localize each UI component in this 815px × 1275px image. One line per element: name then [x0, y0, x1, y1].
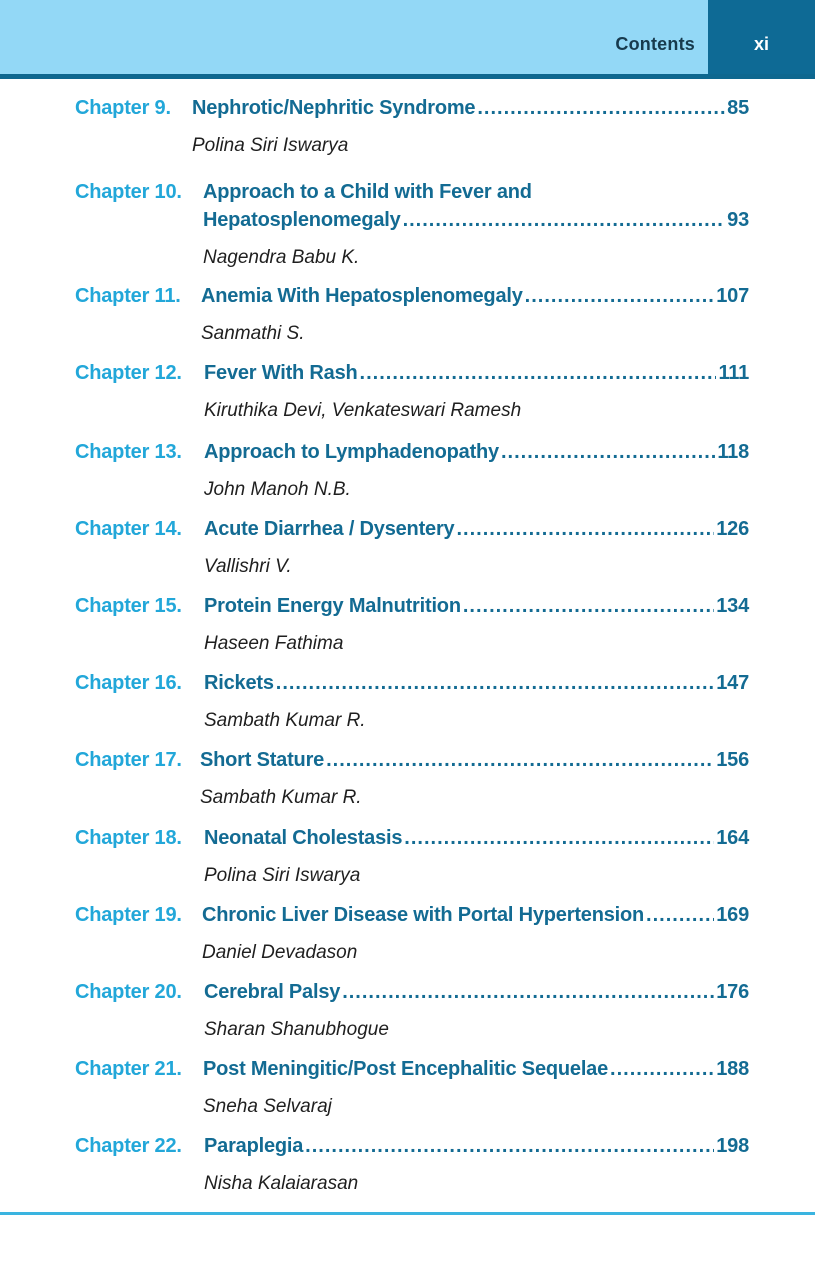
- chapter-title[interactable]: Paraplegia: [204, 1135, 304, 1157]
- chapter-title[interactable]: Chronic Liver Disease with Portal Hypertension: [202, 904, 645, 926]
- chapter-title[interactable]: Cerebral Palsy: [204, 981, 341, 1003]
- chapter-label: Chapter 16.: [75, 672, 182, 694]
- page-ref[interactable]: 93: [727, 209, 749, 231]
- toc-entry[interactable]: [75, 285, 749, 349]
- chapter-author: Sambath Kumar R.: [200, 787, 362, 808]
- toc-entry[interactable]: [75, 181, 749, 273]
- toc-line: [75, 518, 749, 546]
- leader-dots: [305, 1135, 714, 1158]
- toc-line: [75, 827, 749, 855]
- chapter-title[interactable]: Fever With Rash: [204, 362, 358, 384]
- chapter-author: Sneha Selvaraj: [203, 1096, 332, 1117]
- chapter-author: Sambath Kumar R.: [204, 710, 366, 731]
- chapter-author: Haseen Fathima: [204, 633, 344, 654]
- leader-dots: [501, 441, 715, 464]
- toc-entry[interactable]: [75, 904, 749, 968]
- toc-entry[interactable]: [75, 1058, 749, 1122]
- chapter-title[interactable]: Hepatosplenomegaly: [203, 209, 401, 231]
- page-ref[interactable]: 107: [716, 285, 749, 307]
- chapter-label: Chapter 18.: [75, 827, 182, 849]
- toc-line: [75, 595, 749, 623]
- toc-line: [75, 1058, 749, 1086]
- toc-entry[interactable]: [75, 441, 749, 505]
- chapter-author: Daniel Devadason: [202, 942, 358, 963]
- toc-entry[interactable]: [75, 1135, 749, 1199]
- toc-entry[interactable]: [75, 981, 749, 1045]
- footer-rule: [0, 1212, 815, 1215]
- chapter-author: Polina Siri Iswarya: [204, 865, 361, 886]
- chapter-label: Chapter 21.: [75, 1058, 182, 1080]
- page-ref[interactable]: 176: [716, 981, 749, 1003]
- toc-line: [75, 749, 749, 777]
- leader-dots: [646, 904, 714, 927]
- chapter-label: Chapter 15.: [75, 595, 182, 617]
- leader-dots: [276, 672, 714, 695]
- chapter-label: Chapter 11.: [75, 285, 181, 307]
- leader-dots: [477, 97, 725, 120]
- toc-line: [75, 362, 749, 390]
- chapter-title[interactable]: Short Stature: [200, 749, 325, 771]
- leader-dots: [326, 749, 714, 772]
- chapter-author: Nisha Kalaiarasan: [204, 1173, 359, 1194]
- leader-dots: [610, 1058, 714, 1081]
- page-ref[interactable]: 188: [716, 1058, 749, 1080]
- chapter-label: Chapter 13.: [75, 441, 182, 463]
- chapter-title[interactable]: Post Meningitic/Post Encephalitic Sequelae: [203, 1058, 609, 1080]
- chapter-label: Chapter 10.: [75, 181, 182, 203]
- page-ref[interactable]: 134: [716, 595, 749, 617]
- toc-line: [75, 181, 749, 209]
- toc-entry[interactable]: [75, 749, 749, 813]
- toc-line: [75, 1135, 749, 1163]
- chapter-label: Chapter 9.: [75, 97, 171, 119]
- page-ref[interactable]: 111: [718, 362, 749, 384]
- toc-entry[interactable]: [75, 518, 749, 582]
- page-ref[interactable]: 126: [716, 518, 749, 540]
- toc-entry[interactable]: [75, 595, 749, 659]
- toc-entry[interactable]: [75, 672, 749, 736]
- chapter-label: Chapter 20.: [75, 981, 182, 1003]
- chapter-label: Chapter 17.: [75, 749, 182, 771]
- page-ref[interactable]: 169: [716, 904, 749, 926]
- chapter-author: John Manoh N.B.: [204, 479, 351, 500]
- chapter-author: Vallishri V.: [204, 556, 292, 577]
- page-number: xi: [753, 34, 769, 54]
- leader-dots: [360, 362, 717, 385]
- page-ref[interactable]: 198: [716, 1135, 749, 1157]
- toc-entry[interactable]: [75, 362, 749, 426]
- chapter-title[interactable]: Protein Energy Malnutrition: [204, 595, 461, 617]
- leader-dots: [403, 209, 726, 232]
- chapter-label: Chapter 14.: [75, 518, 182, 540]
- chapter-author: Sharan Shanubhogue: [204, 1019, 389, 1040]
- chapter-label: Chapter 12.: [75, 362, 182, 384]
- chapter-label: Chapter 22.: [75, 1135, 182, 1157]
- toc-line: [75, 441, 749, 469]
- toc-entry[interactable]: [75, 827, 749, 891]
- toc-line: [75, 981, 749, 1009]
- chapter-title-line1[interactable]: Approach to a Child with Fever and: [203, 181, 532, 203]
- leader-dots: [404, 827, 714, 850]
- page-ref[interactable]: 164: [716, 827, 749, 849]
- running-header-title: Contents: [615, 34, 695, 54]
- chapter-author: Polina Siri Iswarya: [192, 135, 349, 156]
- chapter-title[interactable]: Acute Diarrhea / Dysentery: [204, 518, 455, 540]
- leader-dots: [463, 595, 714, 618]
- toc-line: [75, 209, 749, 237]
- page-number-box: [708, 0, 815, 77]
- toc-line: [75, 97, 749, 125]
- chapter-author: Sanmathi S.: [201, 323, 305, 344]
- page-ref[interactable]: 147: [716, 672, 749, 694]
- chapter-author: Kiruthika Devi, Venkateswari Ramesh: [204, 400, 522, 421]
- page-ref[interactable]: 118: [717, 441, 749, 463]
- toc-entry[interactable]: [75, 97, 749, 161]
- leader-dots: [342, 981, 714, 1004]
- toc-line: [75, 672, 749, 700]
- header-rule: [0, 74, 815, 79]
- page-ref[interactable]: 85: [727, 97, 749, 119]
- toc-line: [75, 904, 749, 932]
- chapter-title[interactable]: Neonatal Cholestasis: [204, 827, 403, 849]
- page-ref[interactable]: 156: [716, 749, 749, 771]
- chapter-label: Chapter 19.: [75, 904, 182, 926]
- chapter-author: Nagendra Babu K.: [203, 247, 360, 268]
- leader-dots: [456, 518, 714, 541]
- chapter-title[interactable]: Anemia With Hepatosplenomegaly: [201, 285, 523, 307]
- chapter-title[interactable]: Rickets: [204, 672, 274, 694]
- chapter-title[interactable]: Nephrotic/Nephritic Syndrome: [192, 97, 476, 119]
- chapter-title[interactable]: Approach to Lymphadenopathy: [204, 441, 499, 463]
- toc-line: [75, 285, 749, 313]
- leader-dots: [525, 285, 715, 308]
